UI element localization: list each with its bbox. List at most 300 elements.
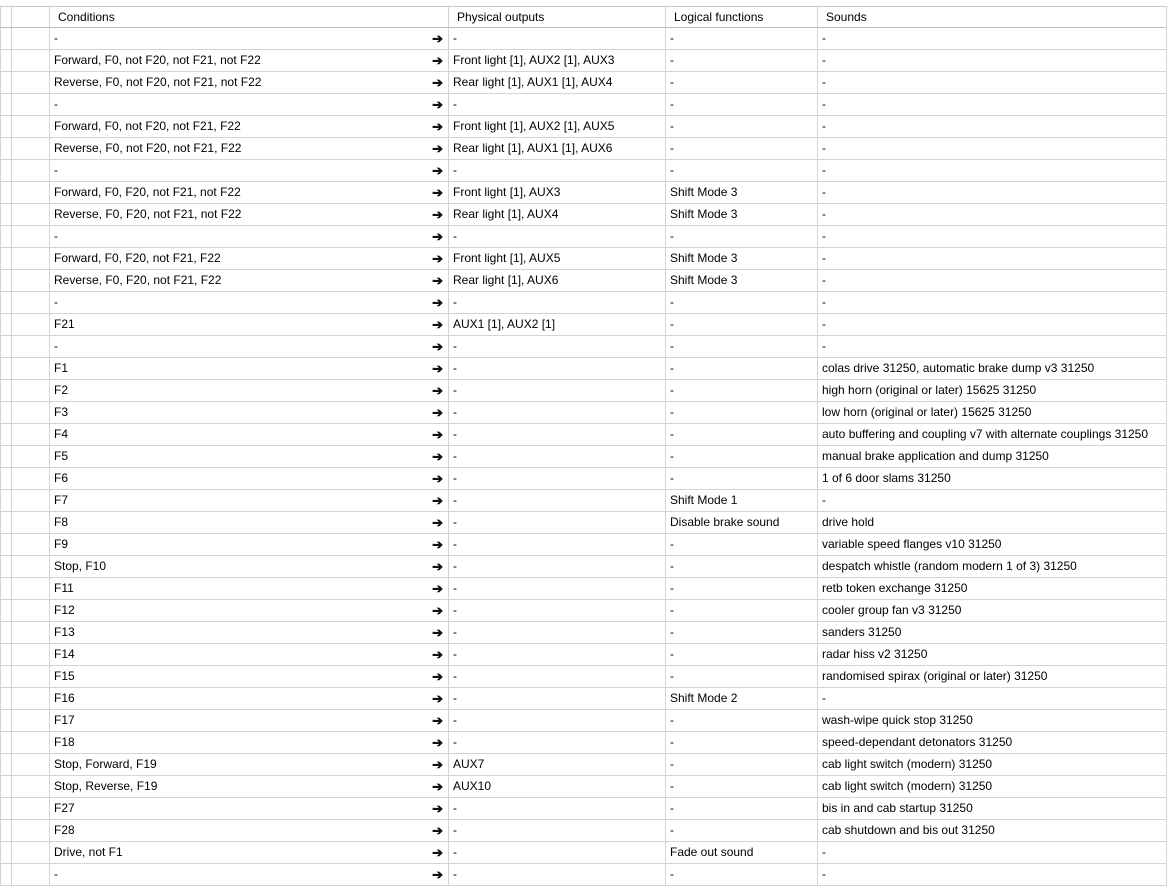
conditions-cell[interactable]: [50, 204, 449, 226]
row-marker[interactable]: [0, 644, 50, 666]
table-row[interactable]: [0, 534, 1167, 556]
physical-outputs-cell[interactable]: -: [449, 600, 666, 622]
conditions-text: Stop, Forward, F19: [54, 757, 157, 771]
sounds-cell[interactable]: -: [818, 336, 1167, 358]
sounds-cell[interactable]: -: [818, 94, 1167, 116]
sounds-cell[interactable]: -: [818, 204, 1167, 226]
logical-functions-cell[interactable]: -: [666, 864, 818, 886]
table-row[interactable]: [0, 424, 1167, 446]
physical-outputs-cell[interactable]: Rear light [1], AUX1 [1], AUX4: [449, 72, 666, 94]
logical-functions-cell[interactable]: -: [666, 578, 818, 600]
conditions-text: Reverse, F0, F20, not F21, F22: [54, 273, 222, 287]
conditions-text: Forward, F0, F20, not F21, not F22: [54, 185, 241, 199]
conditions-cell[interactable]: [50, 424, 449, 446]
logical-functions-cell[interactable]: -: [666, 116, 818, 138]
logical-functions-cell[interactable]: -: [666, 160, 818, 182]
sounds-cell[interactable]: -: [818, 490, 1167, 512]
conditions-cell[interactable]: [50, 666, 449, 688]
conditions-text: F16: [54, 691, 75, 705]
sounds-cell[interactable]: randomised spirax (original or later) 31250: [818, 666, 1167, 688]
physical-outputs-cell[interactable]: -: [449, 556, 666, 578]
table-row[interactable]: [0, 776, 1167, 798]
physical-outputs-cell[interactable]: -: [449, 226, 666, 248]
physical-outputs-cell[interactable]: Front light [1], AUX2 [1], AUX5: [449, 116, 666, 138]
conditions-cell[interactable]: [50, 402, 449, 424]
conditions-cell[interactable]: [50, 622, 449, 644]
row-marker[interactable]: [0, 578, 50, 600]
conditions-cell[interactable]: [50, 842, 449, 864]
table-row[interactable]: [0, 358, 1167, 380]
header-row: [0, 6, 1167, 28]
arrow-right-icon: ➔: [432, 537, 443, 552]
conditions-cell[interactable]: [50, 468, 449, 490]
table-row[interactable]: [0, 50, 1167, 72]
logical-functions-cell[interactable]: -: [666, 226, 818, 248]
logical-functions-cell[interactable]: -: [666, 380, 818, 402]
conditions-cell[interactable]: [50, 512, 449, 534]
physical-outputs-cell[interactable]: Front light [1], AUX5: [449, 248, 666, 270]
conditions-cell[interactable]: [50, 820, 449, 842]
table-row[interactable]: [0, 160, 1167, 182]
conditions-cell[interactable]: [50, 314, 449, 336]
sounds-cell[interactable]: -: [818, 314, 1167, 336]
conditions-text: Forward, F0, not F20, not F21, not F22: [54, 53, 261, 67]
physical-outputs-cell[interactable]: -: [449, 534, 666, 556]
row-marker[interactable]: [0, 820, 50, 842]
row-marker[interactable]: [0, 798, 50, 820]
conditions-text: F4: [54, 427, 69, 441]
sounds-cell[interactable]: 1 of 6 door slams 31250: [818, 468, 1167, 490]
row-marker[interactable]: [0, 710, 50, 732]
row-marker[interactable]: [0, 776, 50, 798]
logical-functions-cell[interactable]: -: [666, 666, 818, 688]
logical-functions-cell[interactable]: Shift Mode 2: [666, 688, 818, 710]
sounds-cell[interactable]: -: [818, 226, 1167, 248]
physical-outputs-cell[interactable]: -: [449, 864, 666, 886]
physical-outputs-cell[interactable]: -: [449, 468, 666, 490]
sounds-cell[interactable]: -: [818, 292, 1167, 314]
row-marker[interactable]: [0, 138, 50, 160]
logical-functions-cell[interactable]: -: [666, 138, 818, 160]
conditions-text: F1: [54, 361, 69, 375]
arrow-right-icon: ➔: [432, 75, 443, 90]
table-row[interactable]: [0, 556, 1167, 578]
table-row[interactable]: [0, 72, 1167, 94]
arrow-right-icon: ➔: [432, 823, 443, 838]
logical-functions-cell[interactable]: -: [666, 534, 818, 556]
conditions-cell[interactable]: [50, 732, 449, 754]
table-row[interactable]: [0, 600, 1167, 622]
arrow-right-icon: ➔: [432, 295, 443, 310]
arrow-right-icon: ➔: [432, 163, 443, 178]
table-row[interactable]: [0, 402, 1167, 424]
arrow-right-icon: ➔: [432, 669, 443, 684]
table-row[interactable]: [0, 688, 1167, 710]
row-marker[interactable]: [0, 380, 50, 402]
conditions-text: F5: [54, 449, 69, 463]
logical-functions-cell[interactable]: -: [666, 94, 818, 116]
row-marker[interactable]: [0, 534, 50, 556]
sounds-cell[interactable]: drive hold: [818, 512, 1167, 534]
row-marker[interactable]: [0, 314, 50, 336]
conditions-text: Drive, not F1: [54, 845, 123, 859]
conditions-cell[interactable]: [50, 50, 449, 72]
table-row[interactable]: [0, 314, 1167, 336]
logical-functions-cell[interactable]: -: [666, 732, 818, 754]
table-row[interactable]: [0, 578, 1167, 600]
physical-outputs-cell[interactable]: -: [449, 446, 666, 468]
physical-outputs-cell[interactable]: -: [449, 710, 666, 732]
conditions-text: F2: [54, 383, 69, 397]
physical-outputs-cell[interactable]: -: [449, 292, 666, 314]
arrow-right-icon: ➔: [432, 97, 443, 112]
physical-outputs-cell[interactable]: -: [449, 622, 666, 644]
arrow-right-icon: ➔: [432, 317, 443, 332]
physical-outputs-cell[interactable]: Front light [1], AUX3: [449, 182, 666, 204]
row-marker[interactable]: [0, 446, 50, 468]
sounds-cell[interactable]: speed-dependant detonators 31250: [818, 732, 1167, 754]
physical-outputs-cell[interactable]: -: [449, 424, 666, 446]
header-physical-outputs[interactable]: Physical outputs: [449, 6, 666, 28]
conditions-text: Stop, Reverse, F19: [54, 779, 158, 793]
row-marker[interactable]: [0, 622, 50, 644]
conditions-text: -: [54, 295, 58, 309]
table-row[interactable]: [0, 138, 1167, 160]
arrow-right-icon: ➔: [432, 361, 443, 376]
physical-outputs-cell[interactable]: Rear light [1], AUX1 [1], AUX6: [449, 138, 666, 160]
logical-functions-cell[interactable]: -: [666, 292, 818, 314]
row-marker[interactable]: [0, 28, 50, 50]
row-marker[interactable]: [0, 402, 50, 424]
table-row[interactable]: [0, 204, 1167, 226]
conditions-text: Reverse, F0, F20, not F21, not F22: [54, 207, 242, 221]
arrow-right-icon: ➔: [432, 713, 443, 728]
logical-functions-cell[interactable]: -: [666, 446, 818, 468]
conditions-cell[interactable]: [50, 710, 449, 732]
physical-outputs-cell[interactable]: -: [449, 94, 666, 116]
row-marker[interactable]: [0, 666, 50, 688]
sounds-cell[interactable]: -: [818, 182, 1167, 204]
table-row[interactable]: [0, 182, 1167, 204]
table-row[interactable]: [0, 754, 1167, 776]
logical-functions-cell[interactable]: -: [666, 798, 818, 820]
physical-outputs-cell[interactable]: -: [449, 666, 666, 688]
logical-functions-cell[interactable]: Shift Mode 3: [666, 270, 818, 292]
conditions-text: F3: [54, 405, 69, 419]
sounds-cell[interactable]: sanders 31250: [818, 622, 1167, 644]
conditions-text: F14: [54, 647, 75, 661]
row-marker[interactable]: [0, 50, 50, 72]
row-marker[interactable]: [0, 292, 50, 314]
logical-functions-cell[interactable]: -: [666, 556, 818, 578]
sounds-cell[interactable]: bis in and cab startup 31250: [818, 798, 1167, 820]
sounds-cell[interactable]: high horn (original or later) 15625 31250: [818, 380, 1167, 402]
table-row[interactable]: [0, 468, 1167, 490]
table-row[interactable]: [0, 380, 1167, 402]
conditions-cell[interactable]: [50, 292, 449, 314]
logical-functions-cell[interactable]: Shift Mode 3: [666, 204, 818, 226]
conditions-cell[interactable]: [50, 116, 449, 138]
sounds-cell[interactable]: -: [818, 72, 1167, 94]
row-marker[interactable]: [0, 336, 50, 358]
physical-outputs-cell[interactable]: -: [449, 402, 666, 424]
sounds-cell[interactable]: cooler group fan v3 31250: [818, 600, 1167, 622]
physical-outputs-cell[interactable]: Rear light [1], AUX6: [449, 270, 666, 292]
table-row[interactable]: [0, 622, 1167, 644]
table-row[interactable]: [0, 644, 1167, 666]
conditions-cell[interactable]: [50, 556, 449, 578]
logical-functions-cell[interactable]: -: [666, 622, 818, 644]
conditions-text: -: [54, 31, 58, 45]
arrow-right-icon: ➔: [432, 185, 443, 200]
table-row[interactable]: [0, 28, 1167, 50]
conditions-cell[interactable]: [50, 600, 449, 622]
sounds-cell[interactable]: cab light switch (modern) 31250: [818, 754, 1167, 776]
arrow-right-icon: ➔: [432, 515, 443, 530]
sounds-cell[interactable]: low horn (original or later) 15625 31250: [818, 402, 1167, 424]
physical-outputs-cell[interactable]: -: [449, 336, 666, 358]
arrow-right-icon: ➔: [432, 493, 443, 508]
row-marker[interactable]: [0, 754, 50, 776]
header-conditions[interactable]: Conditions: [50, 6, 449, 28]
arrow-right-icon: ➔: [432, 229, 443, 244]
conditions-text: F6: [54, 471, 69, 485]
row-marker[interactable]: [0, 72, 50, 94]
row-marker[interactable]: [0, 358, 50, 380]
conditions-cell[interactable]: [50, 776, 449, 798]
conditions-cell[interactable]: [50, 358, 449, 380]
physical-outputs-cell[interactable]: AUX10: [449, 776, 666, 798]
table-row[interactable]: [0, 864, 1167, 886]
conditions-text: F12: [54, 603, 75, 617]
row-marker[interactable]: [0, 600, 50, 622]
arrow-right-icon: ➔: [432, 273, 443, 288]
physical-outputs-cell[interactable]: -: [449, 820, 666, 842]
physical-outputs-cell[interactable]: -: [449, 490, 666, 512]
logical-functions-cell[interactable]: -: [666, 644, 818, 666]
row-marker[interactable]: [0, 732, 50, 754]
sounds-cell[interactable]: -: [818, 138, 1167, 160]
sounds-cell[interactable]: -: [818, 160, 1167, 182]
physical-outputs-cell[interactable]: AUX1 [1], AUX2 [1]: [449, 314, 666, 336]
conditions-text: Reverse, F0, not F20, not F21, not F22: [54, 75, 262, 89]
conditions-cell[interactable]: [50, 94, 449, 116]
sounds-cell[interactable]: -: [818, 842, 1167, 864]
logical-functions-cell[interactable]: -: [666, 50, 818, 72]
arrow-right-icon: ➔: [432, 141, 443, 156]
logical-functions-cell[interactable]: -: [666, 776, 818, 798]
arrow-right-icon: ➔: [432, 625, 443, 640]
conditions-cell[interactable]: [50, 336, 449, 358]
sounds-cell[interactable]: manual brake application and dump 31250: [818, 446, 1167, 468]
sounds-cell[interactable]: retb token exchange 31250: [818, 578, 1167, 600]
conditions-cell[interactable]: [50, 380, 449, 402]
table-row[interactable]: [0, 710, 1167, 732]
physical-outputs-cell[interactable]: -: [449, 644, 666, 666]
conditions-cell[interactable]: [50, 446, 449, 468]
conditions-cell[interactable]: [50, 182, 449, 204]
row-marker[interactable]: [0, 468, 50, 490]
conditions-text: F15: [54, 669, 75, 683]
physical-outputs-cell[interactable]: Rear light [1], AUX4: [449, 204, 666, 226]
sounds-cell[interactable]: wash-wipe quick stop 31250: [818, 710, 1167, 732]
table-row[interactable]: [0, 666, 1167, 688]
table-row[interactable]: [0, 94, 1167, 116]
row-marker[interactable]: [0, 424, 50, 446]
arrow-right-icon: ➔: [432, 339, 443, 354]
conditions-text: F28: [54, 823, 75, 837]
physical-outputs-cell[interactable]: -: [449, 688, 666, 710]
arrow-right-icon: ➔: [432, 603, 443, 618]
arrow-right-icon: ➔: [432, 581, 443, 596]
row-marker[interactable]: [0, 160, 50, 182]
row-marker[interactable]: [0, 204, 50, 226]
row-marker[interactable]: [0, 842, 50, 864]
logical-functions-cell[interactable]: Shift Mode 1: [666, 490, 818, 512]
physical-outputs-cell[interactable]: Front light [1], AUX2 [1], AUX3: [449, 50, 666, 72]
arrow-right-icon: ➔: [432, 251, 443, 266]
conditions-cell[interactable]: [50, 578, 449, 600]
conditions-cell[interactable]: [50, 138, 449, 160]
logical-functions-cell[interactable]: -: [666, 710, 818, 732]
conditions-cell[interactable]: [50, 644, 449, 666]
physical-outputs-cell[interactable]: AUX7: [449, 754, 666, 776]
conditions-text: Reverse, F0, not F20, not F21, F22: [54, 141, 242, 155]
sounds-cell[interactable]: radar hiss v2 31250: [818, 644, 1167, 666]
logical-functions-cell[interactable]: -: [666, 754, 818, 776]
table-row[interactable]: [0, 270, 1167, 292]
logical-functions-cell[interactable]: -: [666, 28, 818, 50]
table-row[interactable]: [0, 292, 1167, 314]
conditions-text: F9: [54, 537, 69, 551]
conditions-cell[interactable]: [50, 688, 449, 710]
table-row[interactable]: [0, 798, 1167, 820]
physical-outputs-cell[interactable]: -: [449, 842, 666, 864]
logical-functions-cell[interactable]: -: [666, 468, 818, 490]
logical-functions-cell[interactable]: -: [666, 424, 818, 446]
row-marker[interactable]: [0, 226, 50, 248]
arrow-right-icon: ➔: [432, 691, 443, 706]
table-row[interactable]: [0, 116, 1167, 138]
table-row[interactable]: [0, 248, 1167, 270]
physical-outputs-cell[interactable]: -: [449, 578, 666, 600]
conditions-cell[interactable]: [50, 248, 449, 270]
conditions-text: Forward, F0, F20, not F21, F22: [54, 251, 221, 265]
sounds-cell[interactable]: -: [818, 248, 1167, 270]
table-row[interactable]: [0, 490, 1167, 512]
logical-functions-cell[interactable]: -: [666, 600, 818, 622]
logical-functions-cell[interactable]: -: [666, 402, 818, 424]
sounds-cell[interactable]: cab shutdown and bis out 31250: [818, 820, 1167, 842]
conditions-cell[interactable]: [50, 754, 449, 776]
row-marker[interactable]: [0, 556, 50, 578]
conditions-cell[interactable]: [50, 160, 449, 182]
table-row[interactable]: [0, 732, 1167, 754]
arrow-right-icon: ➔: [432, 845, 443, 860]
physical-outputs-cell[interactable]: -: [449, 28, 666, 50]
conditions-cell[interactable]: [50, 798, 449, 820]
arrow-right-icon: ➔: [432, 53, 443, 68]
conditions-text: F8: [54, 515, 69, 529]
row-marker[interactable]: [0, 182, 50, 204]
arrow-right-icon: ➔: [432, 471, 443, 486]
sounds-cell[interactable]: cab light switch (modern) 31250: [818, 776, 1167, 798]
row-marker[interactable]: [0, 512, 50, 534]
conditions-cell[interactable]: [50, 72, 449, 94]
table-row[interactable]: [0, 226, 1167, 248]
conditions-text: F17: [54, 713, 75, 727]
row-marker[interactable]: [0, 248, 50, 270]
table-row[interactable]: [0, 820, 1167, 842]
sounds-cell[interactable]: variable speed flanges v10 31250: [818, 534, 1167, 556]
sounds-cell[interactable]: -: [818, 28, 1167, 50]
row-marker[interactable]: [0, 864, 50, 886]
logical-functions-cell[interactable]: -: [666, 820, 818, 842]
sounds-cell[interactable]: -: [818, 116, 1167, 138]
row-marker[interactable]: [0, 270, 50, 292]
table-row[interactable]: [0, 512, 1167, 534]
conditions-text: F18: [54, 735, 75, 749]
logical-functions-cell[interactable]: Fade out sound: [666, 842, 818, 864]
logical-functions-cell[interactable]: Disable brake sound: [666, 512, 818, 534]
conditions-cell[interactable]: [50, 28, 449, 50]
physical-outputs-cell[interactable]: -: [449, 380, 666, 402]
sounds-cell[interactable]: -: [818, 864, 1167, 886]
sounds-cell[interactable]: auto buffering and coupling v7 with alternate couplings 31250: [818, 424, 1167, 446]
conditions-text: F13: [54, 625, 75, 639]
table-row[interactable]: [0, 446, 1167, 468]
conditions-cell[interactable]: [50, 490, 449, 512]
logical-functions-cell[interactable]: Shift Mode 3: [666, 182, 818, 204]
conditions-cell[interactable]: [50, 534, 449, 556]
arrow-right-icon: ➔: [432, 383, 443, 398]
row-marker[interactable]: [0, 490, 50, 512]
conditions-text: -: [54, 867, 58, 881]
arrow-right-icon: ➔: [432, 449, 443, 464]
logical-functions-cell[interactable]: Shift Mode 3: [666, 248, 818, 270]
logical-functions-cell[interactable]: -: [666, 358, 818, 380]
logical-functions-cell[interactable]: -: [666, 336, 818, 358]
arrow-right-icon: ➔: [432, 427, 443, 442]
sounds-cell[interactable]: despatch whistle (random modern 1 of 3) 31250: [818, 556, 1167, 578]
conditions-cell[interactable]: [50, 864, 449, 886]
physical-outputs-cell[interactable]: -: [449, 798, 666, 820]
logical-functions-cell[interactable]: -: [666, 72, 818, 94]
physical-outputs-cell[interactable]: -: [449, 160, 666, 182]
logical-functions-cell[interactable]: -: [666, 314, 818, 336]
physical-outputs-cell[interactable]: -: [449, 732, 666, 754]
sounds-cell[interactable]: -: [818, 270, 1167, 292]
row-marker[interactable]: [0, 116, 50, 138]
sounds-cell[interactable]: colas drive 31250, automatic brake dump v3 31250: [818, 358, 1167, 380]
physical-outputs-cell[interactable]: -: [449, 512, 666, 534]
sounds-cell[interactable]: -: [818, 50, 1167, 72]
physical-outputs-cell[interactable]: -: [449, 358, 666, 380]
row-marker[interactable]: [0, 94, 50, 116]
conditions-cell[interactable]: [50, 270, 449, 292]
arrow-right-icon: ➔: [432, 647, 443, 662]
conditions-cell[interactable]: [50, 226, 449, 248]
arrow-right-icon: ➔: [432, 119, 443, 134]
arrow-right-icon: ➔: [432, 801, 443, 816]
header-sounds[interactable]: Sounds: [818, 6, 1167, 28]
sounds-cell[interactable]: -: [818, 688, 1167, 710]
table-row[interactable]: [0, 336, 1167, 358]
arrow-right-icon: ➔: [432, 405, 443, 420]
table-row[interactable]: [0, 842, 1167, 864]
header-logical-functions[interactable]: Logical functions: [666, 6, 818, 28]
row-marker[interactable]: [0, 688, 50, 710]
